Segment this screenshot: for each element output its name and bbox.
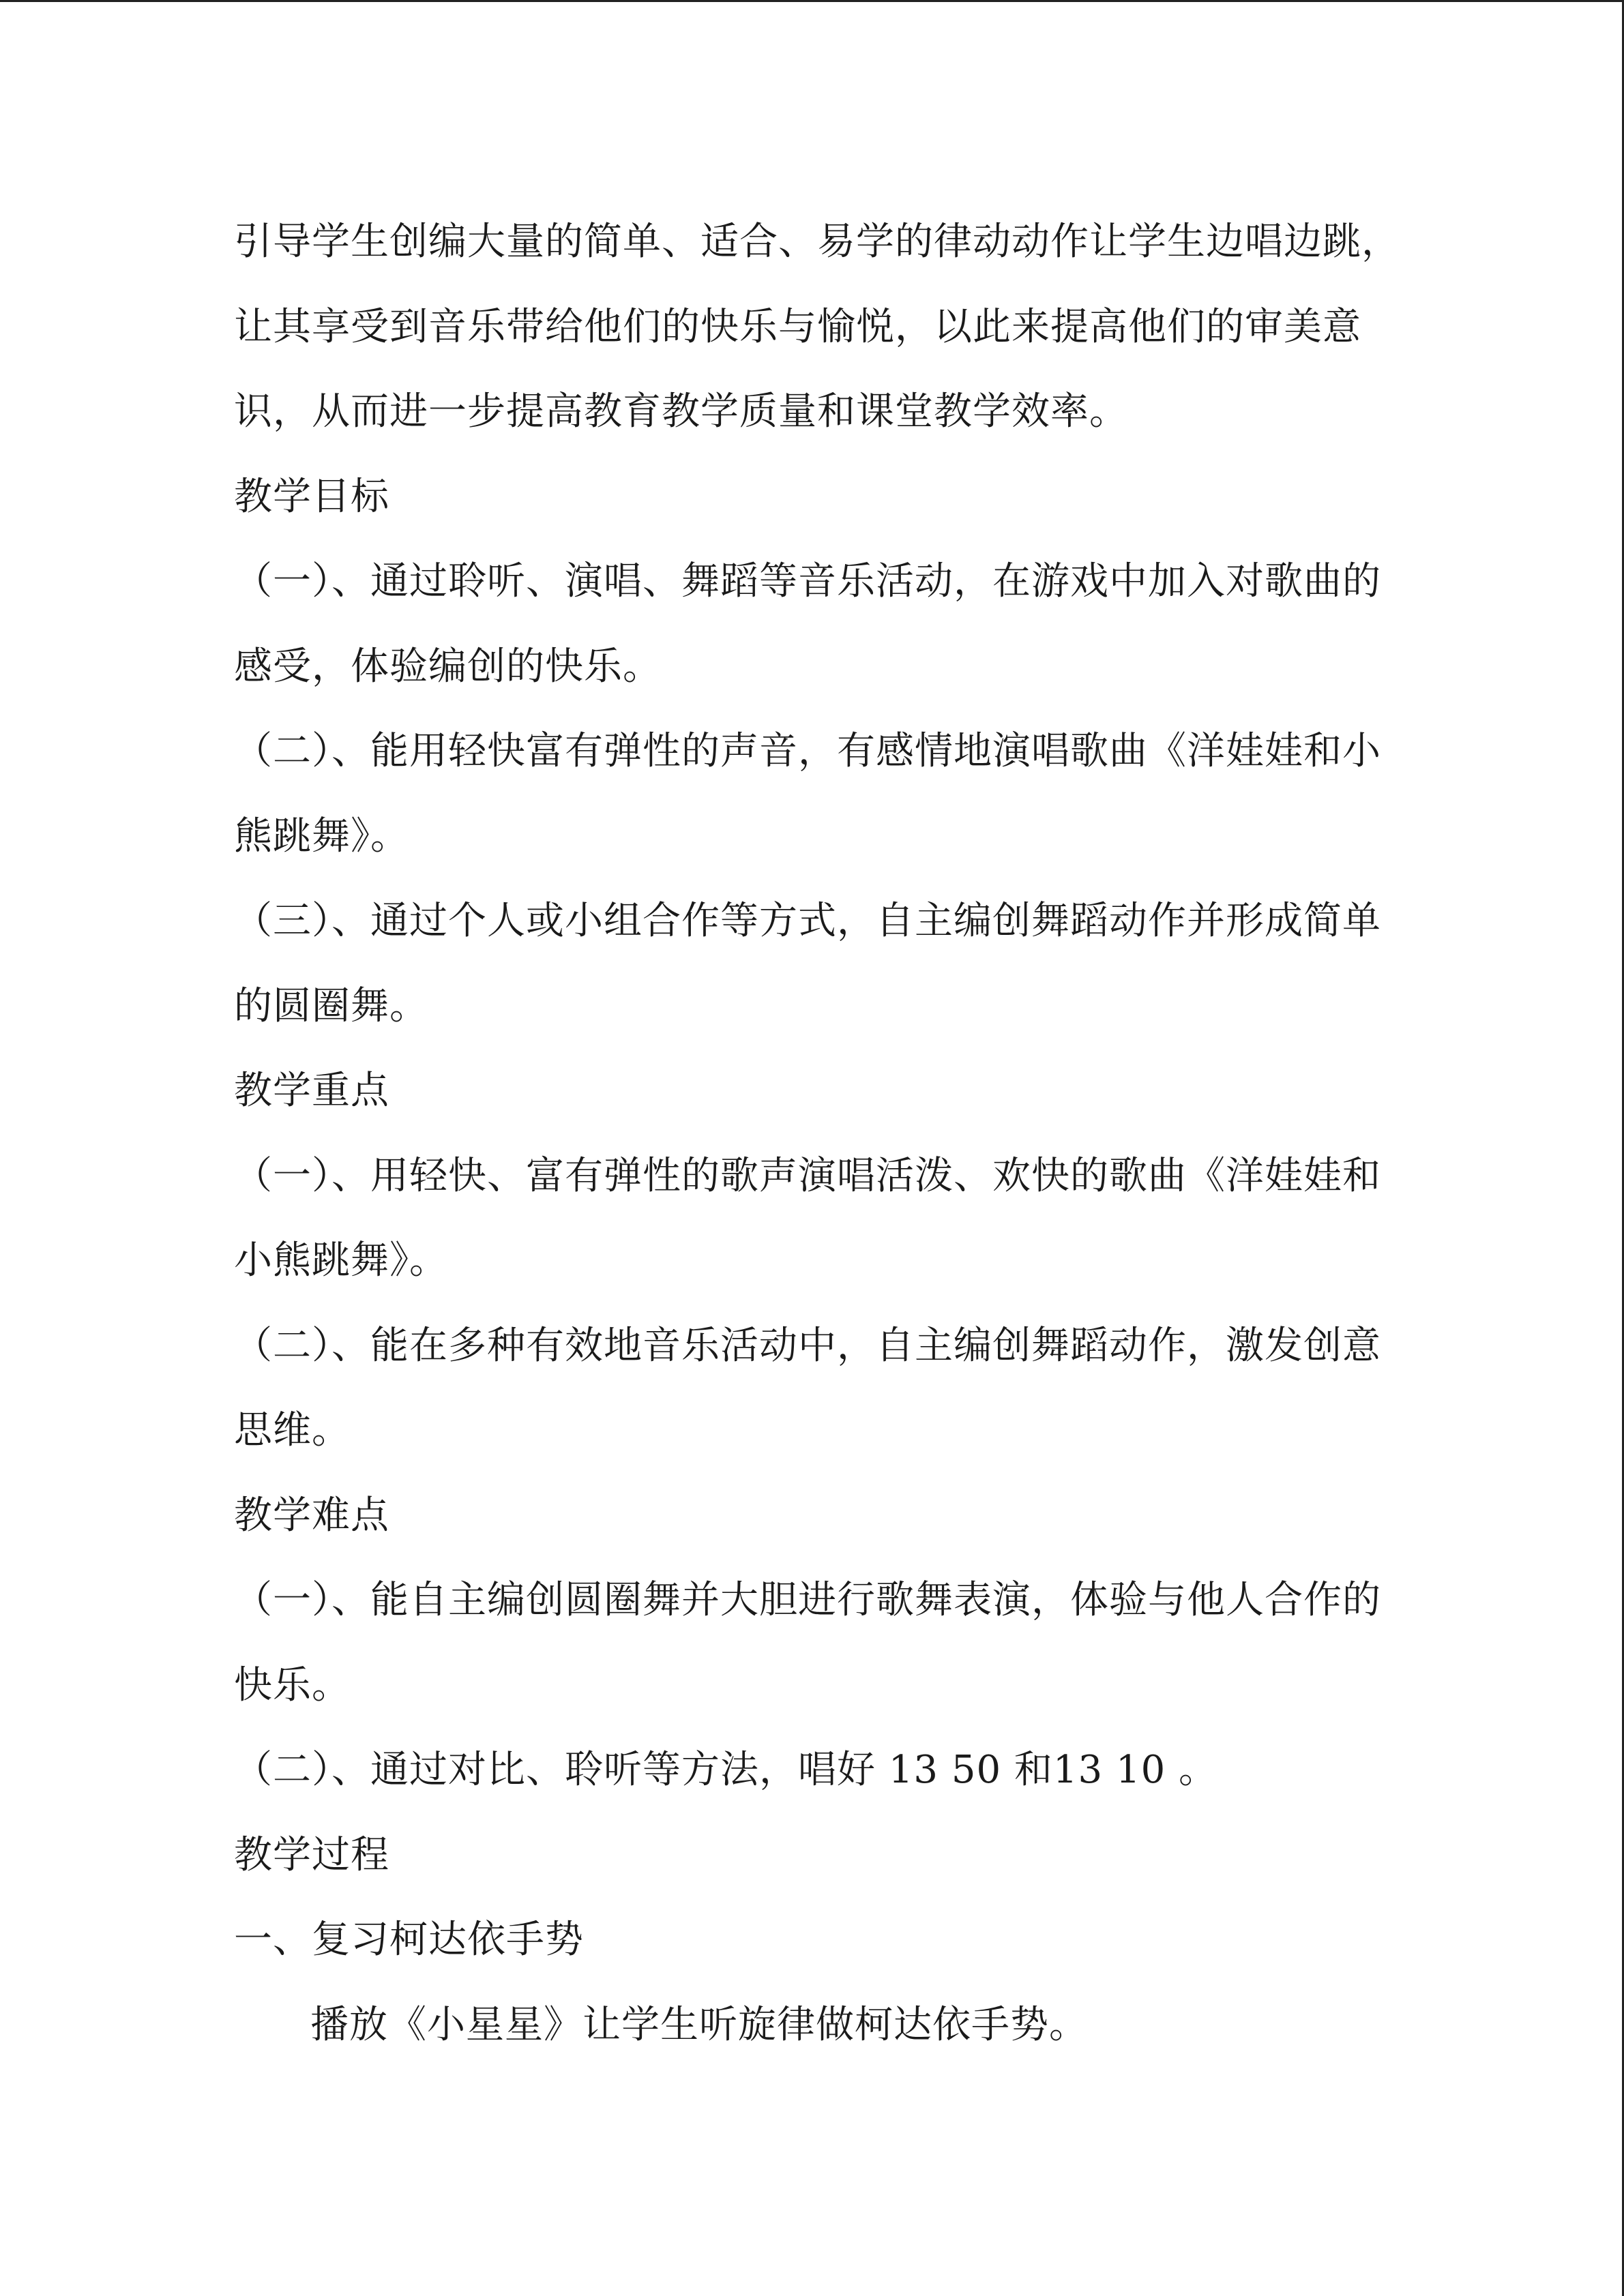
section-heading-difficulties: 教学难点 (234, 1493, 389, 1538)
section-heading-teaching-process: 教学过程 (234, 1832, 389, 1877)
paragraph-line: 小熊跳舞》。 (234, 1238, 448, 1283)
paragraph-line: 感受，体验编创的快乐。 (234, 644, 662, 689)
subsection-heading-review: 一、复习柯达依手势 (234, 1918, 584, 1962)
paragraph-line: （二）、通过对比、聆听等方法，唱好 13 50 和13 10 。 (234, 1748, 1218, 1792)
document-body (234, 200, 1400, 2068)
section-heading-teaching-goals: 教学目标 (234, 474, 389, 519)
paragraph-line: （三）、通过个人或小组合作等方式，自主编创舞蹈动作并形成简单 (234, 899, 1381, 943)
paragraph-line: 快乐。 (234, 1663, 351, 1708)
paragraph-line: 的圆圈舞。 (234, 983, 428, 1028)
paragraph-line: 思维。 (234, 1408, 351, 1452)
paragraph-line: 让其享受到音乐带给他们的快乐与愉悦，以此来提高他们的审美意 (234, 304, 1361, 349)
paragraph-line: （一）、通过聆听、演唱、舞蹈等音乐活动，在游戏中加入对歌曲的 (234, 559, 1381, 603)
paragraph-line: （一）、用轻快、富有弹性的歌声演唱活泼、欢快的歌曲《洋娃娃和 (234, 1153, 1381, 1198)
paragraph-line: 识，从而进一步提高教育教学质量和课堂教学效率。 (234, 389, 1128, 434)
paragraph-line: （二）、能用轻快富有弹性的声音，有感情地演唱歌曲《洋娃娃和小 (234, 729, 1381, 773)
paragraph-line: 熊跳舞》。 (234, 814, 409, 859)
paragraph-line: 引导学生创编大量的简单、适合、易学的律动动作让学生边唱边跳， (234, 220, 1400, 264)
section-heading-key-points: 教学重点 (234, 1069, 389, 1113)
paragraph-line: （二）、能在多种有效地音乐活动中，自主编创舞蹈动作，激发创意 (234, 1323, 1381, 1368)
paragraph-line: （一）、能自主编创圆圈舞并大胆进行歌舞表演，体验与他人合作的 (234, 1578, 1381, 1622)
indented-paragraph-line: 播放《小星星》让学生听旋律做柯达依手势。 (310, 2002, 1088, 2047)
